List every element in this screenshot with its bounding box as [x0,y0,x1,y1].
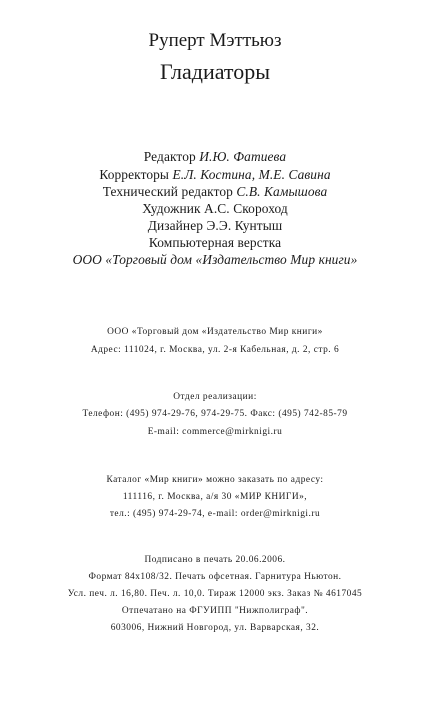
imprint-printer-address: 603006, Нижний Новгород, ул. Варварская, 32. [110,623,320,633]
catalog-line-2: 111116, г. Москва, а/я 30 «МИР КНИГИ», [122,492,308,502]
sales-email: E-mail: commerce@mirknigi.ru [147,427,283,437]
publisher-name: ООО «Торговый дом «Издательство Мир книги» [107,327,323,337]
imprint-printed-at: Отпечатано на ФГУИПП "Нижполиграф". [121,606,309,616]
tech-editor-name: С.В. Камышова [236,184,328,199]
editor-name: И.Ю. Фатиева [199,149,287,164]
imprint-signed: Подписано в печать 20.06.2006. [144,555,286,565]
credit-editor [0,149,430,165]
catalog-line-3: тел.: (495) 974-29-74, e-mail: order@mirknigi.ru [109,509,321,519]
book-author: Руперт Мэттьюз [148,30,282,51]
sales-phones: Телефон: (495) 974-29-76, 974-29-75. Факс: (495) 742-85-79 [82,409,348,419]
credit-artist: Художник А.С. Скороход [142,201,288,216]
catalog-line-1: Каталог «Мир книги» можно заказать по адресу: [106,475,324,485]
credit-tech-editor [0,184,430,200]
imprint-sheets: Усл. печ. л. 16,80. Печ. л. 10,0. Тираж 12000 экз. Заказ № 4617045 [67,589,363,599]
credit-layout-label: Компьютерная верстка [148,235,282,250]
credit-layout-name: ООО «Торговый дом «Издательство Мир книги» [72,252,358,267]
credit-designer: Дизайнер Э.Э. Кунтыш [147,218,283,233]
publisher-address: Адрес: 111024, г. Москва, ул. 2-я Кабельная, д. 2, стр. 6 [90,345,340,355]
proofreaders-label: Корректоры [99,167,170,182]
imprint-format: Формат 84x108/32. Печать офсетная. Гарнитура Ньютон. [88,572,342,582]
book-title: Гладиаторы [159,59,271,84]
credit-proofreaders [0,167,430,183]
tech-editor-label: Технический редактор [102,184,233,199]
proofreaders-names: Е.Л. Костина, М.Е. Савина [172,167,331,182]
sales-heading: Отдел реализации: [173,392,257,402]
editor-label: Редактор [143,149,196,164]
